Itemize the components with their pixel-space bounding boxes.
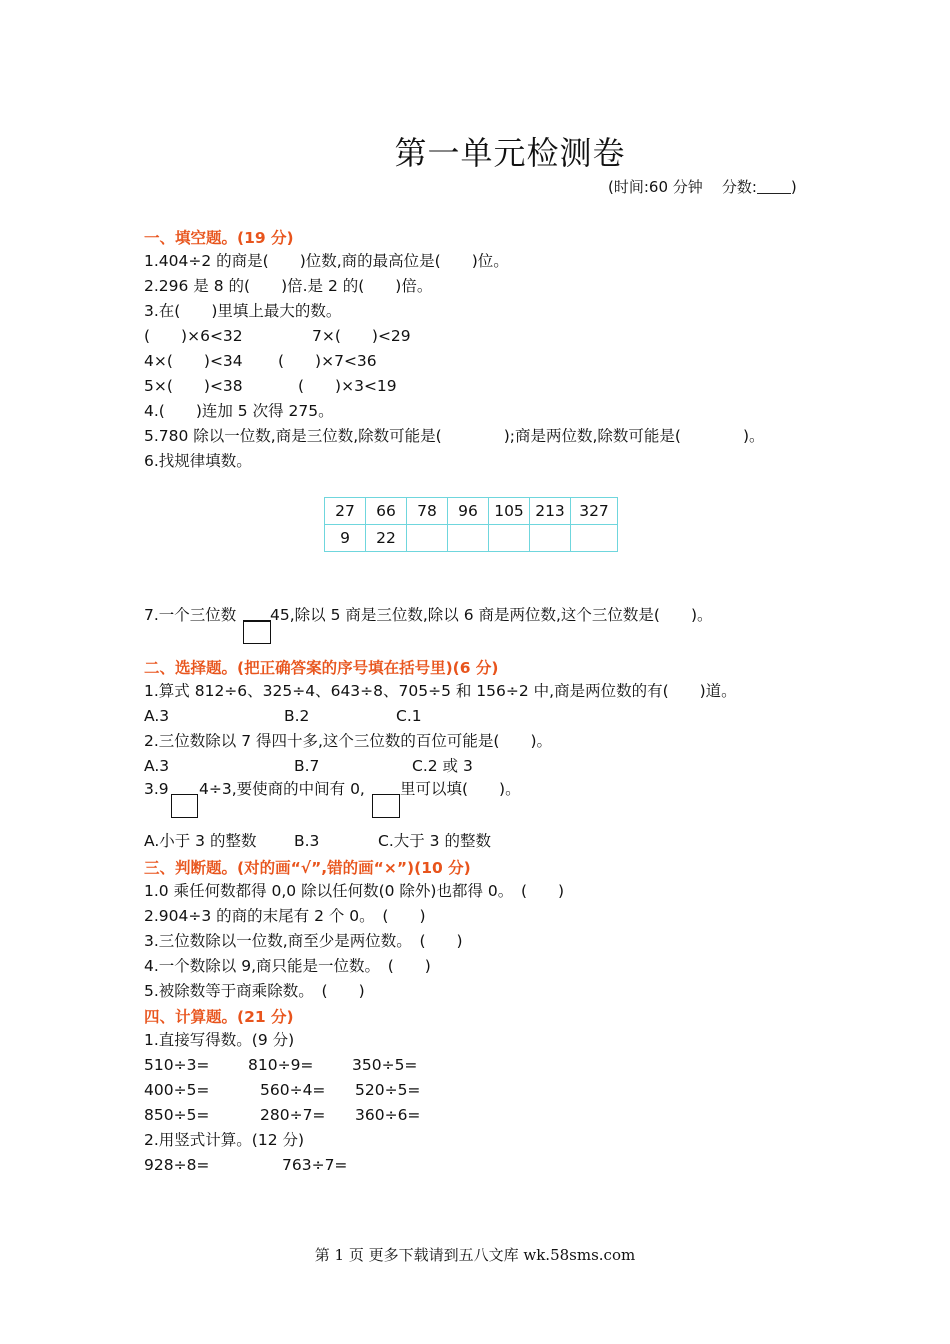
question-1-4: 4.( )连加 5 次得 275。 (144, 402, 334, 420)
question-1-7a: 7.一个三位数 (144, 606, 237, 624)
question-1-5: 5.780 除以一位数,商是三位数,除数可能是( );商是两位数,除数可能是( )。 (144, 427, 765, 445)
table-row (325, 525, 618, 552)
table-row (325, 498, 618, 525)
calc-item: 360÷6= (355, 1106, 421, 1124)
question-2-3a: 3.9 (144, 780, 169, 798)
score-close: ) (790, 178, 797, 196)
page-footer: 第 1 页 更多下载请到五八文库 wk.58sms.com (314, 1246, 636, 1264)
question-2-1: 1.算式 812÷6、325÷4、643÷8、705÷5 和 156÷2 中,商是两位数的有( )道。 (144, 682, 737, 700)
option-2-2c: C.2 或 3 (412, 757, 473, 775)
underline (243, 621, 270, 622)
calc-item: 350÷5= (352, 1056, 418, 1074)
table-cell: 27 (325, 498, 366, 525)
table-cell-blank[interactable] (571, 525, 618, 552)
part-4-1: 1.直接写得数。(9 分) (144, 1031, 295, 1049)
calc-item: 763÷7= (282, 1156, 348, 1174)
option-2-1b: B.2 (284, 707, 310, 725)
part-4-2: 2.用竖式计算。(12 分) (144, 1131, 305, 1149)
question-1-6: 6.找规律填数。 (144, 452, 252, 470)
table-cell: 105 (489, 498, 530, 525)
question-1-3b: 7×( )<29 (312, 327, 411, 345)
calc-item: 850÷5= (144, 1106, 210, 1124)
question-3-5: 5.被除数等于商乘除数。 ( ) (144, 982, 365, 1000)
score-blank (757, 179, 791, 194)
page-title: 第一单元检测卷 (394, 134, 626, 172)
section-3-heading: 三、判断题。(对的画“√”,错的画“×”)(10 分) (144, 859, 471, 877)
table-cell-blank[interactable] (407, 525, 448, 552)
question-2-2: 2.三位数除以 7 得四十多,这个三位数的百位可能是( )。 (144, 732, 553, 750)
answer-box[interactable] (243, 620, 271, 644)
question-3-4: 4.一个数除以 9,商只能是一位数。 ( ) (144, 957, 431, 975)
table-cell: 22 (366, 525, 407, 552)
question-1-3e: 5×( )<38 (144, 377, 243, 395)
time-text: (时间:60 分钟 (608, 178, 703, 196)
section-1-heading: 一、填空题。(19 分) (144, 229, 294, 247)
time-score-line (608, 176, 797, 197)
question-1-2: 2.296 是 8 的( )倍.是 2 的( )倍。 (144, 277, 433, 295)
option-2-3a: A.小于 3 的整数 (144, 832, 257, 850)
answer-box[interactable] (171, 794, 198, 818)
question-1-3d: ( )×7<36 (278, 352, 377, 370)
table-cell: 96 (448, 498, 489, 525)
question-3-3: 3.三位数除以一位数,商至少是两位数。 ( ) (144, 932, 463, 950)
score-label: 分数: (721, 178, 757, 196)
table-cell: 78 (407, 498, 448, 525)
option-2-1c: C.1 (396, 707, 422, 725)
calc-item: 280÷7= (260, 1106, 326, 1124)
calc-item: 810÷9= (248, 1056, 314, 1074)
question-2-3c: 里可以填( )。 (400, 780, 521, 798)
table-cell: 213 (530, 498, 571, 525)
answer-box[interactable] (372, 794, 400, 818)
table-cell: 327 (571, 498, 618, 525)
calc-item: 400÷5= (144, 1081, 210, 1099)
section-4-heading: 四、计算题。(21 分) (144, 1008, 294, 1026)
question-2-3b: 4÷3,要使商的中间有 0, (199, 780, 365, 798)
question-1-3: 3.在( )里填上最大的数。 (144, 302, 342, 320)
pattern-table (324, 497, 618, 552)
question-1-3a: ( )×6<32 (144, 327, 243, 345)
table-cell: 9 (325, 525, 366, 552)
question-1-3f: ( )×3<19 (298, 377, 397, 395)
question-3-1: 1.0 乘任何数都得 0,0 除以任何数(0 除外)也都得 0。 ( ) (144, 882, 565, 900)
option-2-2b: B.7 (294, 757, 320, 775)
question-1-1: 1.404÷2 的商是( )位数,商的最高位是( )位。 (144, 252, 509, 270)
question-3-2: 2.904÷3 的商的末尾有 2 个 0。 ( ) (144, 907, 426, 925)
question-1-7b: 45,除以 5 商是三位数,除以 6 商是两位数,这个三位数是( )。 (270, 606, 713, 624)
option-2-3c: C.大于 3 的整数 (378, 832, 491, 850)
table-cell-blank[interactable] (448, 525, 489, 552)
calc-item: 928÷8= (144, 1156, 210, 1174)
calc-item: 510÷3= (144, 1056, 210, 1074)
question-1-3c: 4×( )<34 (144, 352, 243, 370)
table-cell-blank[interactable] (530, 525, 571, 552)
table-cell-blank[interactable] (489, 525, 530, 552)
option-2-3b: B.3 (294, 832, 320, 850)
calc-item: 520÷5= (355, 1081, 421, 1099)
calc-item: 560÷4= (260, 1081, 326, 1099)
section-2-heading: 二、选择题。(把正确答案的序号填在括号里)(6 分) (144, 659, 499, 677)
table-cell: 66 (366, 498, 407, 525)
option-2-2a: A.3 (144, 757, 170, 775)
option-2-1a: A.3 (144, 707, 170, 725)
